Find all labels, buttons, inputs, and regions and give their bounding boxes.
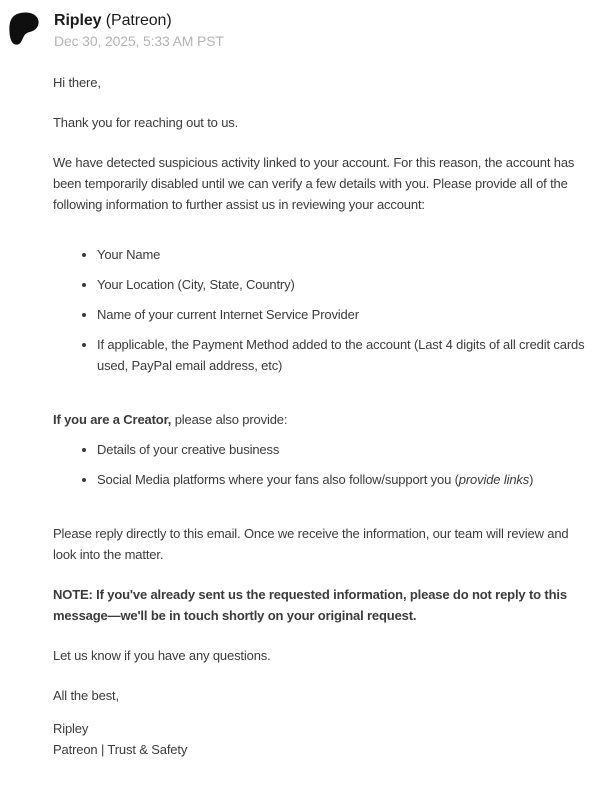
list-item: • Your Location (City, State, Country) xyxy=(97,274,588,295)
message-timestamp: Dec 30, 2025, 5:33 AM PST xyxy=(54,33,224,49)
creator-lead-bold: If you are a Creator, xyxy=(53,412,172,427)
account-info-list xyxy=(53,244,588,376)
thanks-paragraph: Thank you for reaching out to us. xyxy=(53,115,239,130)
patreon-logo-icon xyxy=(8,12,40,45)
list-item: • Name of your current Internet Service Provider xyxy=(97,304,588,325)
list-item: • Details of your creative business xyxy=(97,439,588,460)
creator-lead-rest: please also provide: xyxy=(171,412,288,427)
signature-block xyxy=(53,718,588,760)
greeting-paragraph: Hi there, xyxy=(53,75,101,90)
reply-instructions-paragraph: Please reply directly to this email. Once we receive the information, our team will review and look into the matter. xyxy=(53,526,569,562)
creator-lead-paragraph xyxy=(53,409,588,430)
sender-name: Ripley xyxy=(54,12,102,29)
signature-team: Patreon | Trust & Safety xyxy=(53,742,188,757)
list-item: • Your Name xyxy=(97,244,588,265)
email-body xyxy=(8,72,588,760)
creator-item-2-text: Social Media platforms where your fans also follow/support you ( xyxy=(97,472,459,487)
creator-item-2-close: ) xyxy=(529,472,534,487)
list-item xyxy=(97,469,588,490)
note-paragraph: NOTE: If you've already sent us the requested information, please do not reply to this message—we'll be in touch shortly on your original request. xyxy=(53,587,567,623)
email-header xyxy=(8,10,592,50)
signature-name: Ripley xyxy=(53,721,89,736)
creator-item-2-italic: provide links xyxy=(458,472,530,487)
sender-avatar xyxy=(8,12,42,46)
creator-info-list xyxy=(53,439,588,490)
sender-organization: (Patreon) xyxy=(105,12,172,29)
list-item: • If applicable, the Payment Method added to the account (Last 4 digits of all credit cards used, PayPal email address, etc) xyxy=(97,334,588,376)
sender-info xyxy=(54,10,224,50)
sender-line xyxy=(54,11,224,30)
signoff-paragraph: All the best, xyxy=(53,688,119,703)
questions-paragraph: Let us know if you have any questions. xyxy=(53,648,271,663)
suspicious-activity-paragraph: We have detected suspicious activity linked to your account. For this reason, the account has been temporarily disabled until we can verify a few details with you. Please provide all of the following information to further assist us in reviewing your account: xyxy=(53,155,575,212)
